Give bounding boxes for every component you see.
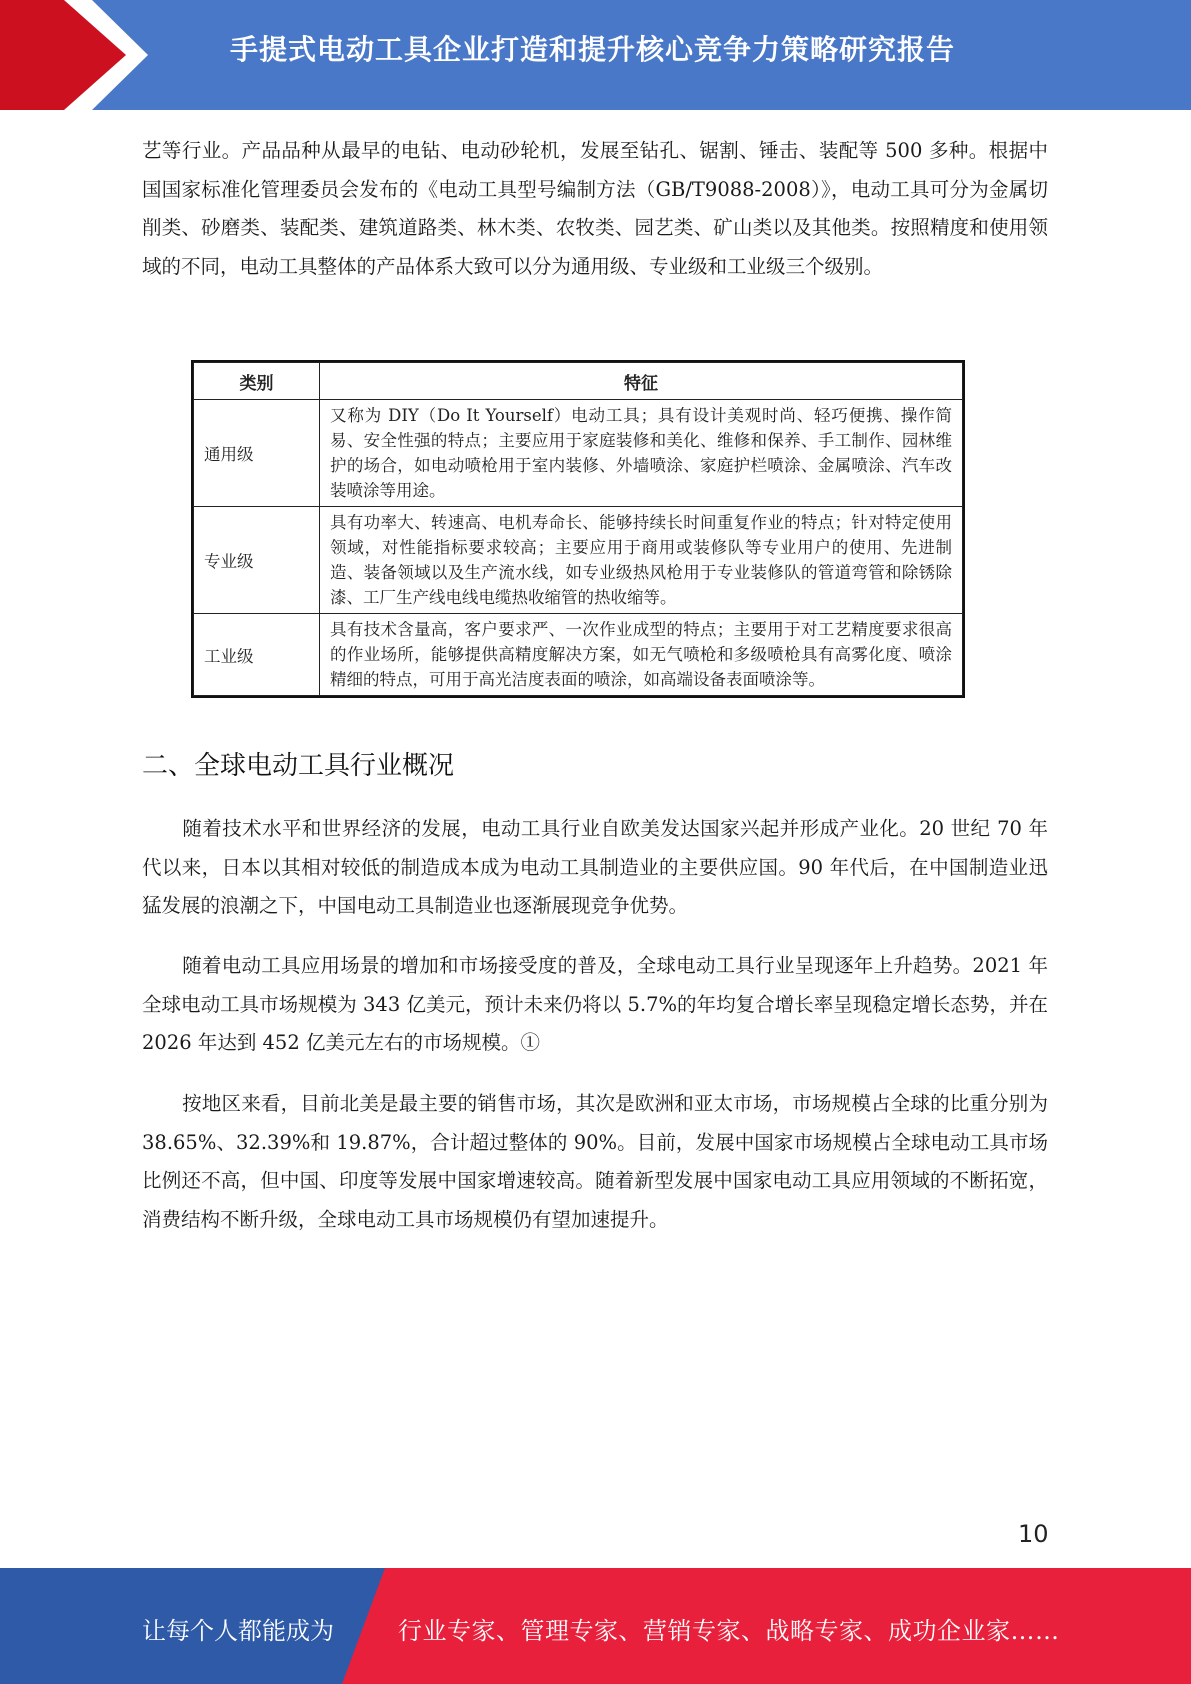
paragraph-text: 按地区来看，目前北美是最主要的销售市场，其次是欧洲和亚太市场，市场规模占全球的比重分别为 38.65%、32.39%和 19.87%，合计超过整体的 90%。目前，发展中国家市场规模占全球电动工具市场比例还不高，但中国、印度等发展中国家增速较高。随着新型发展中国家电动工具应用领域的不断拓宽，消费结构不断升级，全球电动工具市场规模仍有望加速提升。 — [142, 1092, 1048, 1231]
table-cell-feature: 具有技术含量高，客户要求严、一次作业成型的特点；主要用于对工艺精度要求很高的作业场所，能够提供高精度解决方案，如无气喷枪和多级喷枪具有高雾化度、喷涂精细的特点，可用于高光洁度表面的喷涂，如高端设备表面喷涂等。 — [320, 614, 963, 696]
paragraph-text: 随着电动工具应用场景的增加和市场接受度的普及，全球电动工具行业呈现逐年上升趋势。2021 年全球电动工具市场规模为 343 亿美元，预计未来仍将以 5.7%的年均复合增长率呈现稳定增长态势，并在 2026 年达到 452 亿美元左右的市场规模。① — [142, 954, 1048, 1054]
table-cell-feature: 具有功率大、转速高、电机寿命长、能够持续长时间重复作业的特点；针对特定使用领域，对性能指标要求较高；主要应用于商用或装修队等专业用户的使用、先进制造、装备领域以及生产流水线，如专业级热风枪用于专业装修队的管道弯管和除锈除漆、工厂生产线电线电缆热收缩管的热收缩等。 — [320, 507, 963, 614]
section-heading: 二、全球电动工具行业概况 — [142, 751, 455, 781]
body-paragraph — [142, 810, 1048, 926]
page-header — [0, 0, 1191, 110]
body-paragraph — [142, 1085, 1048, 1239]
paragraph-text: 随着技术水平和世界经济的发展，电动工具行业自欧美发达国家兴起并形成产业化。20 世纪 70 年代以来，日本以其相对较低的制造成本成为电动工具制造业的主要供应国。90 年代后，在中国制造业迅猛发展的浪潮之下，中国电动工具制造业也逐渐展现竞争优势。 — [142, 817, 1048, 917]
header-title: 手提式电动工具企业打造和提升核心竞争力策略研究报告 — [230, 33, 956, 66]
table-header-row — [194, 363, 963, 400]
table-row — [194, 614, 963, 696]
table-cell-category: 专业级 — [194, 507, 320, 614]
header-chevron-decoration — [0, 0, 160, 110]
footer-slogan-left: 让每个人都能成为 — [142, 1617, 334, 1645]
intro-paragraph: 艺等行业。产品品种从最早的电钻、电动砂轮机，发展至钻孔、锯割、锤击、装配等 500 多种。根据中国国家标准化管理委员会发布的《电动工具型号编制方法（GB/T9088-2008）》，电动工具可分为金属切削类、砂磨类、装配类、建筑道路类、林木类、农牧类、园艺类、矿山类以及其他类。按照精度和使用领域的不同，电动工具整体的产品体系大致可以分为通用级、专业级和工业级三个级别。 — [142, 139, 1048, 278]
page-number: 10 — [1018, 1520, 1049, 1548]
table-cell-category: 通用级 — [194, 400, 320, 507]
page-footer — [0, 1568, 1191, 1684]
table-row — [194, 507, 963, 614]
table-cell-category: 工业级 — [194, 614, 320, 696]
footer-slogan-right: 行业专家、管理专家、营销专家、战略专家、成功企业家…… — [398, 1617, 1060, 1645]
table-cell-feature: 又称为 DIY（Do It Yourself）电动工具；具有设计美观时尚、轻巧便携、操作简易、安全性强的特点；主要应用于家庭装修和美化、维修和保养、手工制作、园林维护的场合，如电动喷枪用于室内装修、外墙喷涂、家庭护栏喷涂、金属喷涂、汽车改装喷涂等用途。 — [320, 400, 963, 507]
table-header-category: 类别 — [194, 363, 320, 400]
table-row — [194, 400, 963, 507]
table-header-feature: 特征 — [320, 363, 963, 400]
body-paragraph — [142, 947, 1048, 1063]
classification-table — [191, 360, 965, 698]
